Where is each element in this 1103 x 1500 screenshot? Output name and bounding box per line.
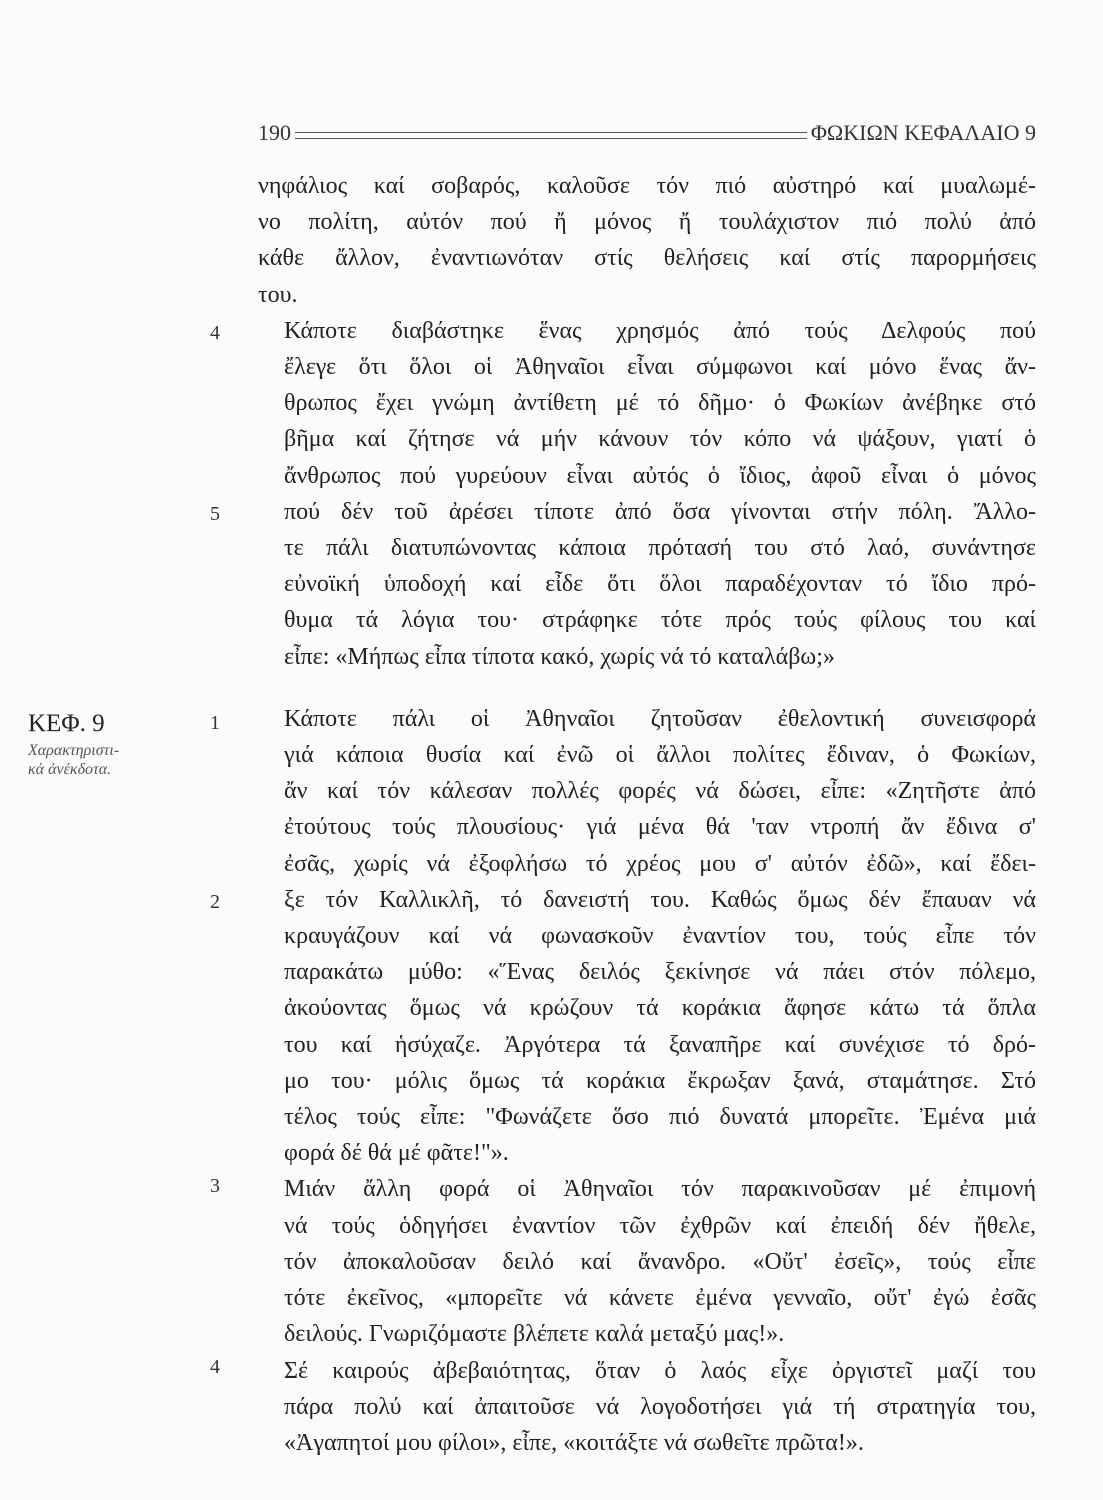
text-line: ἀκούοντας ὅμως νά κρώζουν τά κοράκια ἄφησε κάτω τά ὅπλα — [284, 995, 1036, 1022]
text-line: εὐνοϊκή ὑποδοχή καί εἶδε ὅτι ὅλοι παραδέχονταν τό ἴδιο πρό- — [284, 571, 1036, 598]
paragraph — [258, 1353, 1036, 1462]
text-line: θρωπος ἔχει γνώμη ἀντίθετη μέ τό δῆμο· ὁ Φωκίων ἀνέβηκε στό — [284, 390, 1036, 417]
text-line: κραυγάζουν καί νά φωνασκοῦν ἐναντίον του, τούς εἶπε τόν — [284, 923, 1036, 950]
text-line: Κάποτε διαβάστηκε ἕνας χρησμός ἀπό τούς Δελφούς πού — [284, 317, 1036, 344]
section-number: 3 — [210, 1175, 220, 1197]
marginal-subtitle-line: κά ἀνέκδοτα. — [28, 761, 112, 778]
text-line: μο του· μόλις ὅμως τά κοράκια ἔκρωξαν ξανά, σταμάτησε. Στό — [284, 1067, 1036, 1094]
text-line: Κάποτε πάλι οἱ Ἀθηναῖοι ζητοῦσαν ἐθελοντική συνεισφορά — [284, 705, 1036, 732]
text-line: γιά κάποια θυσία καί ἐνῶ οἱ ἄλλοι πολίτες ἔδιναν, ὁ Φωκίων, — [284, 742, 1036, 769]
text-line: ξε τόν Καλλικλῆ, τό δανειστή του. Καθώς ὅμως δέν ἔπαυαν νά — [284, 886, 1036, 913]
text-line: εἶπε: «Μήπως εἶπα τίποτα κακό, χωρίς νά τό καταλάβω;» — [284, 643, 835, 670]
text-line: βῆμα καί ζήτησε νά μήν κάνουν τόν κόπο νά ψάξουν, γιατί ὁ — [284, 426, 1036, 453]
text-line: νηφάλιος καί σοβαρός, καλοῦσε τόν πιό αὐστηρό καί μυαλωμέ- — [258, 173, 1036, 199]
paragraph — [258, 701, 1036, 1172]
text-line: πού δέν τοῦ ἀρέσει τίποτε ἀπό ὅσα γίνονται στήν πόλη. Ἄλλο- — [284, 498, 1036, 525]
text-line: κάθε ἄλλον, ἐναντιωνόταν στίς θελήσεις καί στίς παρορμήσεις — [258, 245, 1036, 272]
header-rule — [295, 132, 807, 139]
text-line: δειλούς. Γνωριζόμαστε βλέπετε καλά μεταξύ μας!». — [284, 1321, 785, 1348]
text-line: τέλος τούς εἶπε: "Φωνάζετε ὅσο πιό δυνατά μπορεῖτε. Ἐμένα μιά — [284, 1104, 1036, 1131]
text-line: νο πολίτη, αὐτόν πού ἤ μόνος ἤ τουλάχιστον πιό πολύ ἀπό — [258, 209, 1036, 236]
text-line: ἄνθρωπος πού γυρεύουν εἶναι αὐτός ὁ ἴδιος, ἀφοῦ εἶναι ὁ μόνος — [284, 462, 1036, 489]
running-header — [258, 118, 1036, 148]
section-number: 4 — [210, 1356, 220, 1378]
text-line: του καί ἡσύχαζε. Ἀργότερα τά ξαναπῆρε καί συνέχισε τό δρό- — [284, 1031, 1036, 1058]
text-line: «Ἀγαπητοί μου φίλοι», εἶπε, «κοιτάξτε νά σωθεῖτε πρῶτα!». — [284, 1429, 864, 1456]
text-line: Σέ καιρούς ἀβεβαιότητας, ὅταν ὁ λαός εἶχε ὀργιστεῖ μαζί του — [284, 1357, 1036, 1384]
page-number: 190 — [258, 120, 291, 145]
section-number: 4 — [210, 322, 220, 344]
text-line: τε πάλι διατυπώνοντας κάποια πρότασή του στό λαό, συνάντησε — [284, 535, 1036, 562]
section-number: 1 — [210, 712, 220, 734]
text-line: Μιάν ἄλλη φορά οἱ Ἀθηναῖοι τόν παρακινοῦσαν μέ ἐπιμονή — [284, 1176, 1036, 1203]
text-line: πάρα πολύ καί ἀπαιτοῦσε νά λογοδοτήσει γιά τή στρατηγία του, — [284, 1393, 1036, 1420]
text-line: νά τούς ὁδηγήσει ἐναντίον τῶν ἐχθρῶν καί ἐπειδή δέν ἤθελε, — [284, 1212, 1036, 1239]
text-line: ἄν καί τόν κάλεσαν πολλές φορές νά δώσει, εἶπε: «Ζητῆστε ἀπό — [284, 778, 1036, 805]
section-number: 2 — [210, 891, 220, 913]
marginal-subtitle-line: Χαρακτηριστι- — [28, 742, 120, 759]
paragraph — [258, 1171, 1036, 1352]
text-line: φορά δέ θά μέ φᾶτε!"». — [284, 1140, 509, 1167]
paragraph — [258, 313, 1036, 675]
text-line: του. — [258, 281, 298, 308]
text-line: παρακάτω μύθο: «Ἕνας δειλός ξεκίνησε νά πάει στόν πόλεμο, — [284, 959, 1036, 986]
text-line: ἐτούτους τούς πλουσίους· γιά μένα θά 'ταν ντροπή ἄν ἔδινα σ' — [284, 814, 1036, 841]
text-line: τόν ἀποκαλοῦσαν δειλό καί ἄνανδρο. «Οὔτ' ἐσεῖς», τούς εἶπε — [284, 1248, 1036, 1275]
page-body — [258, 168, 1036, 1461]
text-line: τότε ἐκεῖνος, «μπορεῖτε νά κάνετε ἐμένα γενναῖο, οὔτ' ἐγώ ἐσᾶς — [284, 1285, 1036, 1312]
section-number: 5 — [210, 503, 220, 525]
paragraph — [258, 168, 1036, 313]
text-line: ἐσᾶς, χωρίς νά ἐξοφλήσω τό χρέος μου σ' αὐτόν ἐδῶ», καί ἔδει- — [284, 850, 1036, 877]
running-title: ΦΩΚΙΩΝ ΚΕΦΑΛΑΙΟ 9 — [810, 120, 1036, 145]
text-line: θυμα τά λόγια του· στράφηκε τότε πρός τούς φίλους του καί — [284, 607, 1036, 634]
chapter-marginal-subtitle — [28, 741, 158, 779]
text-line: ἔλεγε ὅτι ὅλοι οἱ Ἀθηναῖοι εἶναι σύμφωνοι καί μόνο ἕνας ἄν- — [284, 354, 1036, 381]
chapter-marginal-title: ΚΕΦ. 9 — [28, 710, 105, 737]
